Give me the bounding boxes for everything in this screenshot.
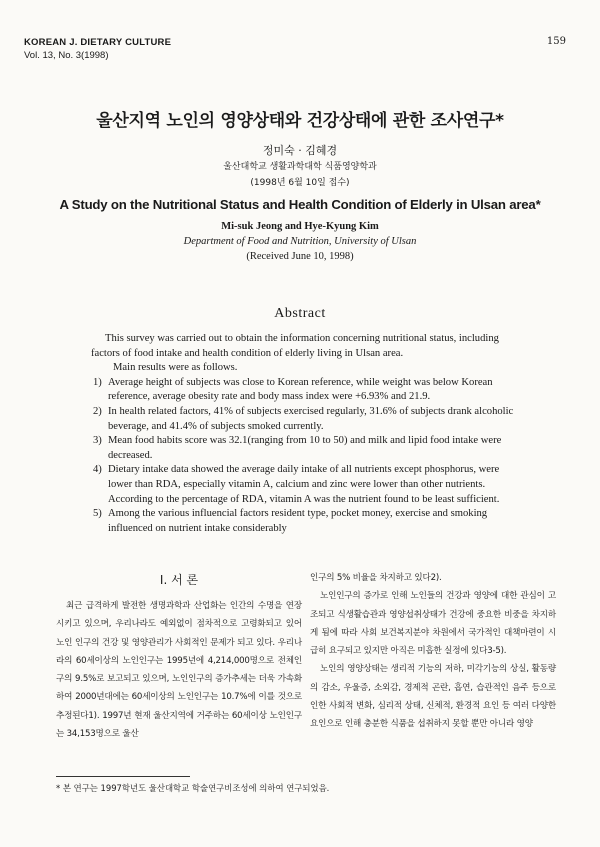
abstract-result-item [91, 507, 523, 536]
korean-affiliation: 울산대학교 생활과학대학 식품영양학과 [223, 162, 377, 172]
page-number: 159 [546, 36, 566, 47]
english-department: Department of Food and Nutrition, University of Ulsan [183, 236, 417, 247]
footnote-divider [56, 776, 190, 777]
paragraph: 노인인구의 증가로 인해 노인들의 건강과 영양에 대한 관심이 고조되고 식생활습관과 영양섭취상태가 건강에 중요한 비중을 차지하게 됨에 따라 사회 보건복지분야 차원에서 국가적인 대책마련이 시급히 요구되고 있지만 아직은 미흡한 실정에 있다3-5). [310, 591, 556, 657]
right-column [310, 569, 556, 734]
abstract-main-results: Main results were as follows. [113, 362, 238, 374]
korean-received-date: (1998년 6월 10일 접수) [250, 178, 350, 188]
continued-line: 인구의 5% 비율을 차지하고 있다2). [310, 573, 442, 583]
section-title: I. 서 론 [159, 573, 199, 587]
journal-info [24, 36, 171, 62]
abstract-result-item [91, 463, 523, 507]
left-column [56, 597, 302, 743]
result-number: 4) [93, 464, 102, 476]
footnote: * 본 연구는 1997학년도 울산대학교 학술연구비조성에 의하여 연구되었음. [56, 783, 330, 793]
result-text: In health related factors, 41% of subjects exercised regularly, 31.6% of subjects drank alcoholic beverage, and 41.4% of subjects smoked currently. [108, 405, 514, 432]
korean-title: 울산지역 노인의 영양상태와 건강상태에 관한 조사연구* [96, 111, 504, 131]
result-text: Dietary intake data showed the average daily intake of all nutrients except phosphorus, were lower than RDA, especially vitamin A, calcium and zinc were lower than other nutrients. According to the percentage of RDA, vitamin A was the nutrient found to be least sufficient. [108, 464, 500, 505]
abstract-results-list [91, 376, 523, 537]
abstract-intro: This survey was carried out to obtain the information concerning nutritional status, including factors of food intake and health condition of elderly living in Ulsan area. [91, 333, 499, 359]
abstract-heading: Abstract [274, 306, 326, 321]
journal-name: KOREAN J. DIETARY CULTURE [24, 37, 172, 48]
result-number: 3) [93, 435, 102, 447]
abstract-result-item [91, 434, 523, 463]
result-number: 2) [93, 405, 102, 417]
intro-paragraph: 최근 급격하게 발전한 생명과학과 산업화는 인간의 수명을 연장시키고 있으며, 우리나라도 예외없이 점차적으로 고령화되고 있어 노인 인구의 건강 및 영양관리가 사회적인 문제가 되고 있다. 우리나라의 60세이상의 노인인구는 1995년에 4,214,000명으로 전체인구의 9.5%로 보고되고 있으며, 노인인구의 증가추세는 더욱 가속화하여 2000년대에는 60세이상의 노인인구는 10.7%에 이를 것으로 추정된다1). 1997년 현재 울산지역에 거주하는 60세이상 노인인구는 34,153명으로 울산 [56, 601, 302, 740]
abstract-result-item [91, 405, 523, 434]
abstract-body [91, 332, 523, 536]
korean-authors: 정미숙 · 김혜경 [262, 144, 338, 157]
result-text: Average height of subjects was close to Korean reference, while weight was below Korean reference, average obesity rate and body mass index were +6.93% and 21.9. [108, 376, 493, 403]
result-text: Among the various influencial factors resident type, pocket money, exercise and smoking influenced on nutrient intake considerably [108, 508, 488, 534]
result-number: 1) [93, 376, 102, 388]
abstract-result-item [91, 376, 523, 405]
english-received-date: (Received June 10, 1998) [246, 251, 354, 262]
result-text: Mean food habits score was 32.1(ranging from 10 to 50) and milk and lipid food intake were decreased. [108, 435, 502, 461]
english-authors: Mi-suk Jeong and Hye-Kyung Kim [221, 221, 379, 232]
journal-volume: Vol. 13, No. 3(1998) [24, 50, 109, 61]
english-title: A Study on the Nutritional Status and Health Condition of Elderly in Ulsan area* [59, 197, 541, 212]
result-number: 5) [93, 508, 102, 520]
paragraph: 노인의 영양상태는 생리적 기능의 저하, 미각기능의 상실, 활동량의 감소, 우울증, 소외감, 경제적 곤란, 흡연, 습관적인 음주 등으로 인한 사회적 변화, 심리적 상태, 신체적, 환경적 요인 등 여러 다양한 요인으로 인해 충분한 식품을 섭취하지 못할 뿐만 아니라 영양 [310, 664, 556, 730]
